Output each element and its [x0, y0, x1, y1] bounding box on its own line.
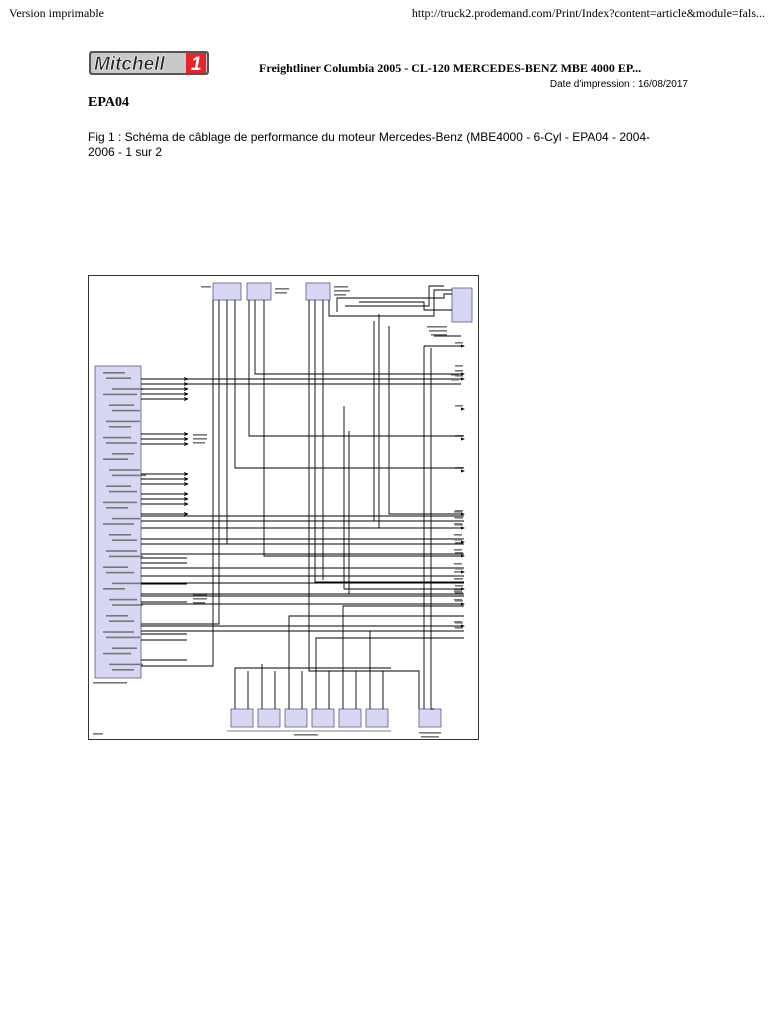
pin-label [193, 442, 205, 444]
pin-label [106, 572, 134, 574]
pin-label [455, 600, 463, 602]
pin-label [109, 664, 143, 666]
pin-label [112, 475, 146, 477]
injector-1 [231, 709, 253, 727]
pin-label [103, 588, 125, 590]
pin-label [103, 631, 134, 633]
mitchell1-logo [88, 50, 210, 76]
terminal-arrow [461, 555, 465, 558]
pin-label [275, 292, 287, 294]
wire [264, 312, 464, 556]
pin-label [106, 377, 131, 379]
pin-label [455, 524, 463, 526]
pin-label [193, 602, 205, 604]
pin-label [455, 622, 463, 624]
pin-label [455, 517, 463, 519]
pin-label [103, 502, 137, 504]
injector-3 [285, 709, 307, 727]
pin-label [109, 534, 131, 536]
wiring-diagram [88, 275, 479, 740]
wire [227, 312, 464, 544]
pin-label [455, 585, 463, 587]
pin-label [103, 437, 131, 439]
wire [316, 638, 464, 671]
pin-label [431, 334, 447, 336]
pin-label [455, 568, 463, 570]
pin-label [455, 538, 463, 540]
pin-label [103, 566, 128, 568]
wire [309, 312, 419, 709]
pin-label [455, 342, 463, 344]
wire [349, 431, 464, 594]
pin-label [455, 510, 463, 512]
pin-label [109, 556, 143, 558]
injector-2 [258, 709, 280, 727]
pin-label [106, 615, 128, 617]
print-date: Date d'impression : 16/08/2017 [549, 79, 688, 90]
terminal-arrow [461, 408, 465, 411]
pin-label [427, 326, 447, 328]
pin-label [106, 507, 128, 509]
pin-label [455, 375, 463, 377]
pin-label [109, 491, 137, 493]
pin-label [106, 637, 140, 639]
wire [370, 631, 464, 671]
pin-label [112, 388, 143, 390]
pin-label [106, 550, 137, 552]
wire [329, 290, 452, 316]
wire [337, 294, 452, 312]
terminal-arrow [461, 588, 465, 591]
terminal-arrow [461, 378, 465, 381]
pin-label [112, 583, 146, 585]
pin-label [454, 534, 462, 536]
print-version-label: Version imprimable [9, 6, 104, 20]
pin-label [455, 578, 463, 580]
pin-label [109, 469, 140, 471]
figure-caption: Fig 1 : Schéma de câblage de performance du moteur Mercedes-Benz (MBE4000 - 6-Cyl - EPA04 - 2004-2006 - 1 sur 2 [88, 130, 651, 159]
section-code: EPA04 [88, 95, 129, 110]
pin-label [455, 627, 463, 629]
injector-4 [312, 709, 334, 727]
wire [289, 616, 464, 671]
pin-label [112, 539, 137, 541]
terminal-arrow [461, 345, 465, 348]
pin-label [454, 549, 462, 551]
pin-label [455, 365, 463, 367]
print-url: http://truck2.prodemand.com/Print/Index?content=article&module=fals... [411, 6, 765, 20]
wire [255, 312, 464, 374]
pin-label [112, 453, 134, 455]
pin-label [109, 426, 131, 428]
terminal-arrow [461, 527, 465, 530]
wire [389, 326, 464, 514]
pin-label [93, 682, 127, 684]
pin-label [109, 404, 134, 406]
sensor-right [452, 288, 472, 322]
pin-label [334, 294, 346, 296]
sensor-top-1 [213, 283, 241, 300]
wire [315, 312, 464, 582]
document-title: Freightliner Columbia 2005 - CL-120 MERCEDES-BENZ MBE 4000 EP... [259, 61, 642, 75]
pin-label [455, 552, 463, 554]
pin-label [454, 571, 462, 573]
pin-label [455, 592, 463, 594]
pin-label [429, 330, 447, 332]
pin-label [275, 288, 289, 290]
pin-label [201, 286, 211, 288]
wire [431, 348, 434, 709]
pin-label [193, 434, 207, 436]
pin-label [193, 438, 207, 440]
terminal-arrow [461, 438, 465, 441]
pin-label [112, 518, 140, 520]
svg-text:1: 1 [191, 54, 202, 75]
pin-label [112, 410, 140, 412]
pin-label [294, 734, 318, 736]
wiring-diagram-drawing [89, 276, 478, 739]
pin-label [93, 733, 103, 735]
pin-label [112, 604, 143, 606]
sensor-top-3 [306, 283, 330, 300]
pin-label [455, 370, 463, 372]
pin-label [103, 653, 131, 655]
wire [141, 312, 219, 624]
pin-label [109, 620, 134, 622]
pin-label [106, 442, 137, 444]
svg-text:Mitchell: Mitchell [94, 54, 165, 75]
wire [235, 312, 464, 468]
sensor-top-2 [247, 283, 271, 300]
wire [345, 286, 444, 306]
pin-label [454, 563, 462, 565]
pin-label [103, 394, 137, 396]
pin-label [334, 286, 348, 288]
pin-label [455, 405, 463, 407]
pin-label [419, 732, 441, 734]
pin-label [103, 523, 134, 525]
terminal-arrow [461, 513, 465, 516]
pin-label [103, 372, 125, 374]
terminal-arrow [461, 571, 465, 574]
pin-label [106, 421, 140, 423]
pin-label [193, 598, 207, 600]
pin-label [451, 379, 459, 381]
wire [374, 321, 464, 521]
wire [344, 406, 464, 589]
pin-label [106, 485, 131, 487]
pin-label [103, 458, 128, 460]
pin-label [109, 599, 137, 601]
pin-label [421, 736, 439, 738]
pin-label [112, 669, 134, 671]
pin-label [112, 647, 137, 649]
terminal-arrow [461, 603, 465, 606]
pin-label [334, 290, 350, 292]
fuel-temp-sensor [419, 709, 441, 727]
injector-5 [339, 709, 361, 727]
injector-6 [366, 709, 388, 727]
wire [141, 312, 213, 666]
terminal-arrow [461, 470, 465, 473]
